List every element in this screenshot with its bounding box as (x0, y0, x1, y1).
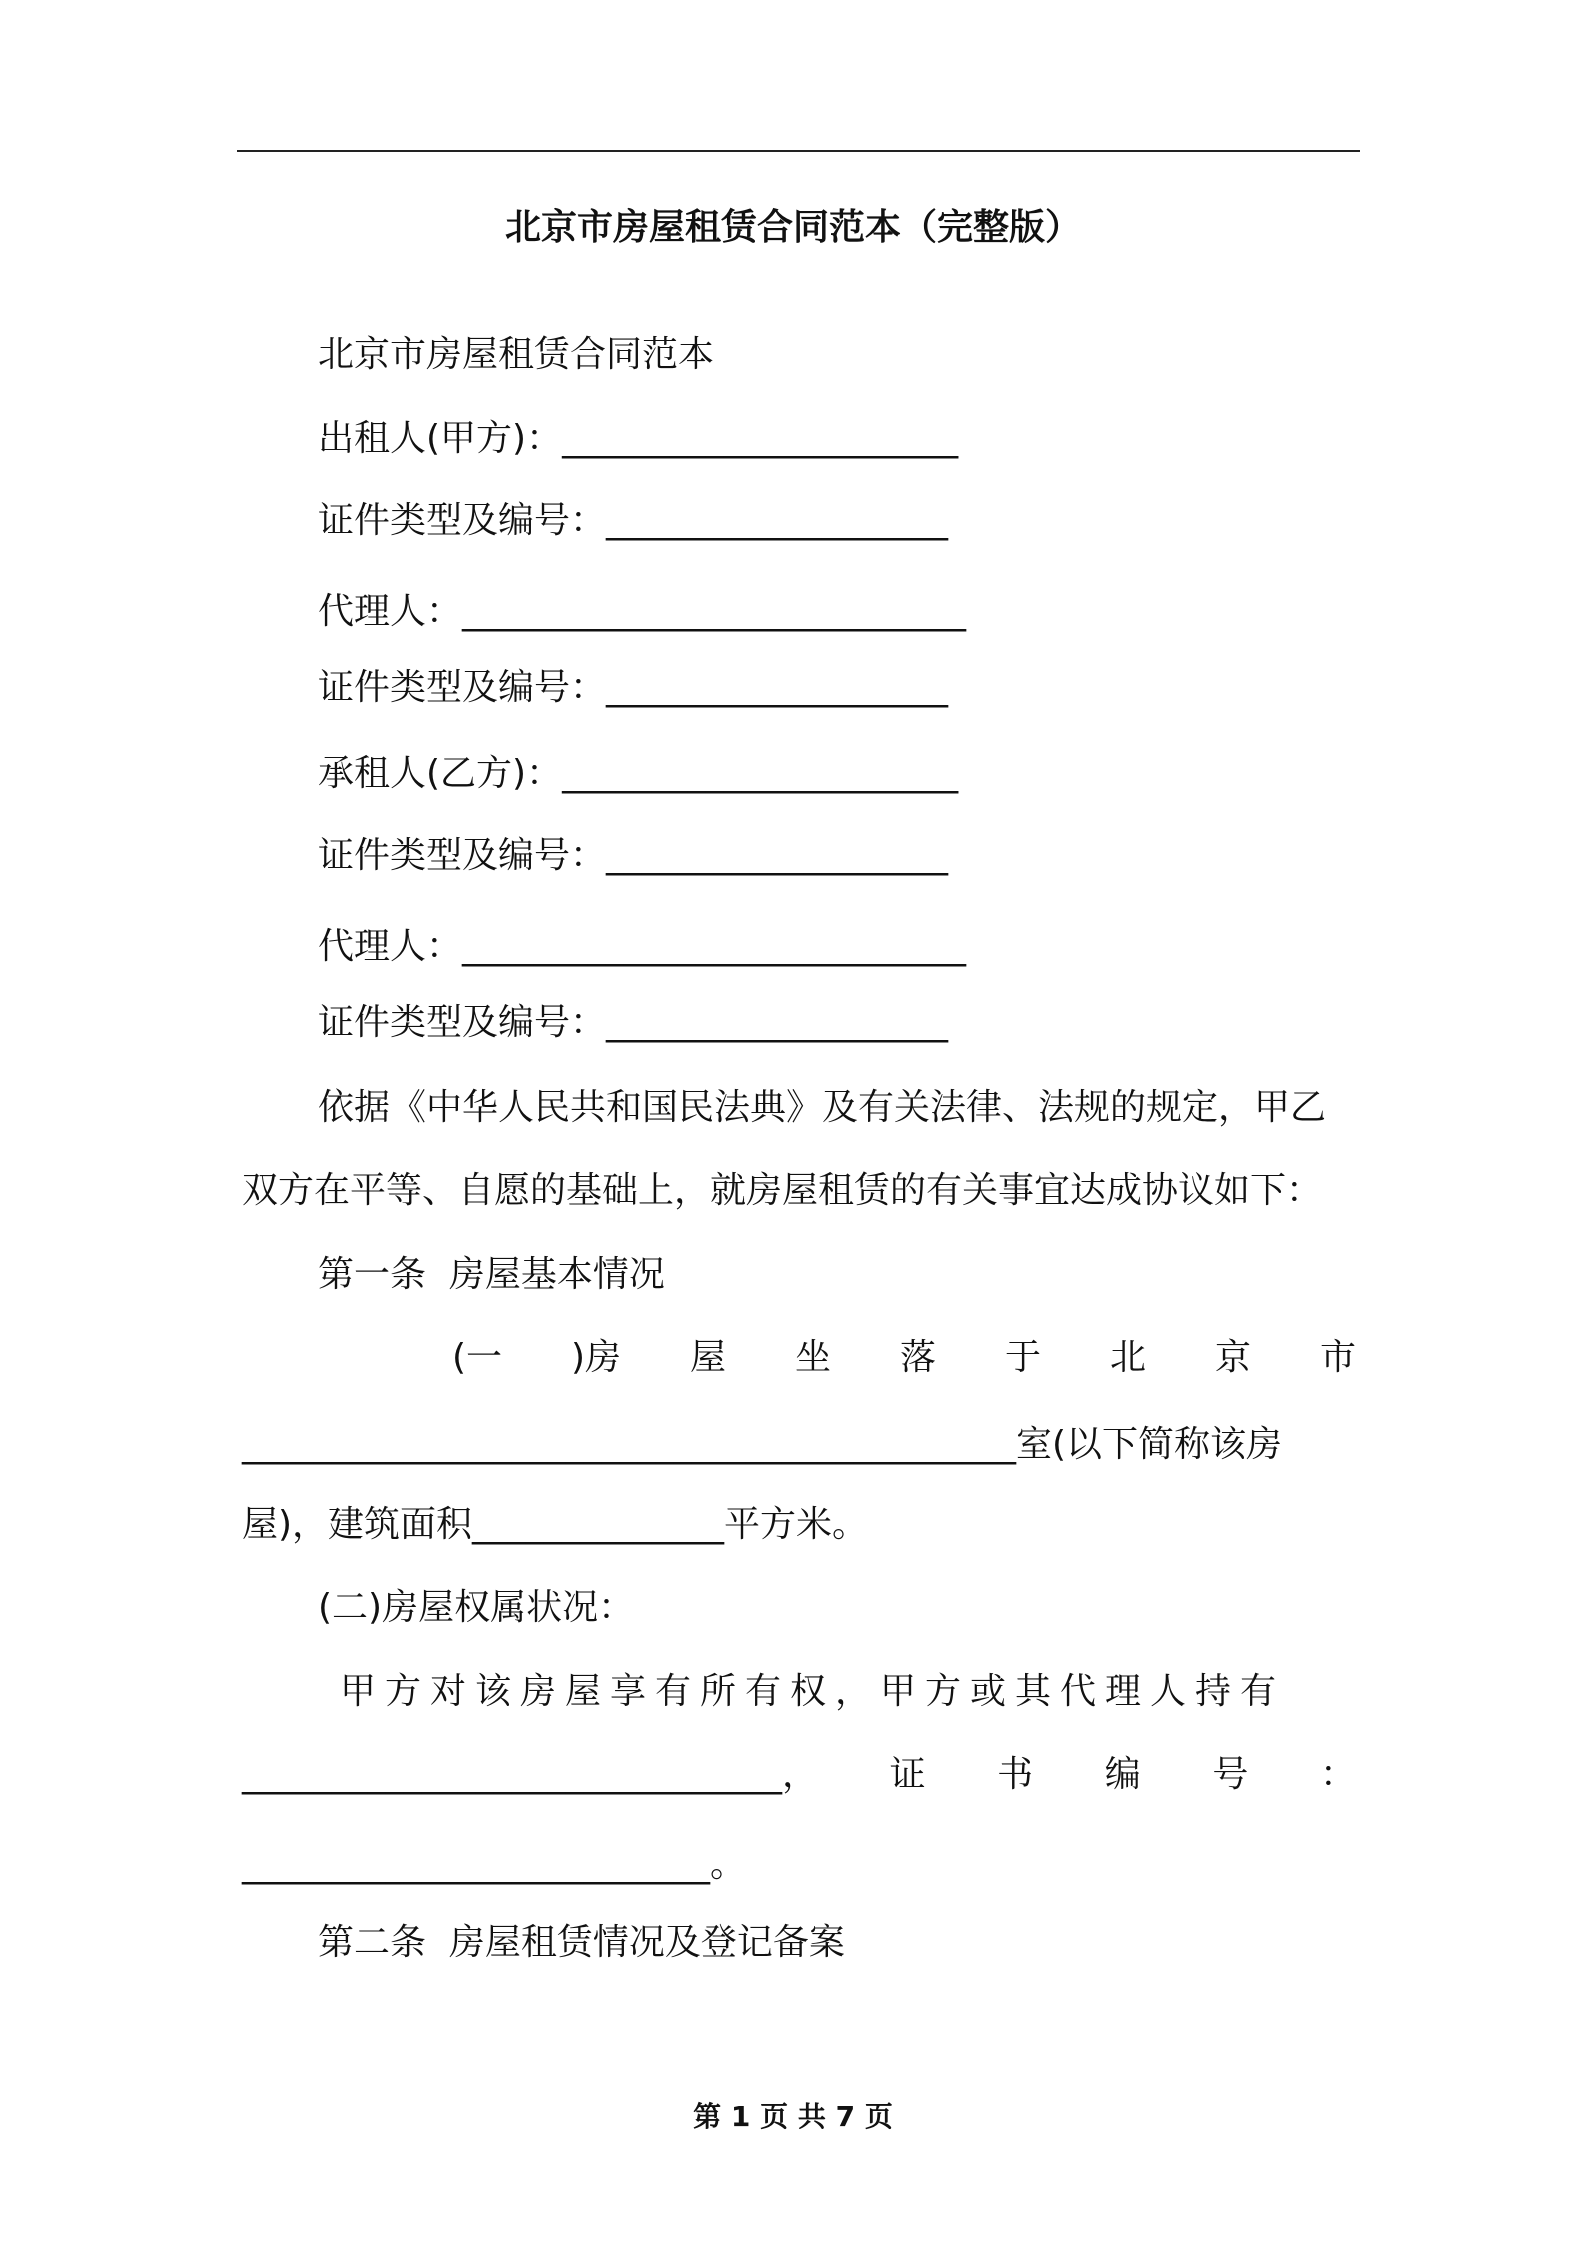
ownership-word: ： (1319, 1754, 1356, 1795)
contract-subtitle: 北京市房屋租赁合同范本 (318, 334, 715, 375)
ownership-word: 号 (1212, 1754, 1249, 1795)
ownership-blank: ______________________________， (242, 1754, 818, 1795)
ownership-word: 编 (1104, 1754, 1141, 1795)
basis-paragraph-line-1: 依据《中华人民共和国民法典》及有关法律、法规的规定，甲乙 (318, 1087, 1327, 1128)
ownership-word: 证 (889, 1754, 926, 1795)
certificate-blank-line: __________________________。 (242, 1844, 746, 1885)
ownership-text: 甲方对该房屋享有所有权，甲方或其代理人持有 (340, 1671, 1286, 1712)
location-word: 市 (1319, 1337, 1356, 1378)
ownership-line-1 (340, 1667, 1356, 1717)
location-row (452, 1333, 1356, 1383)
ownership-word: 书 (997, 1754, 1034, 1795)
ownership-line-2 (242, 1750, 1356, 1800)
article-1-heading: 第一条 房屋基本情况 (318, 1254, 665, 1295)
location-blank-line: ___________________________________________室(以下简称该房 (242, 1424, 1283, 1465)
document-title: 北京市房屋租赁合同范本（完整版） (504, 207, 1081, 248)
lessee-id-line: 证件类型及编号：___________________ (318, 835, 949, 876)
location-word: 北 (1109, 1337, 1146, 1378)
lessee-line: 承租人(乙方)：______________________ (318, 753, 959, 794)
lessor-line: 出租人(甲方)：______________________ (318, 418, 959, 459)
location-word: 于 (1004, 1337, 1041, 1378)
location-word: 京 (1214, 1337, 1251, 1378)
location-word: 坐 (795, 1337, 832, 1378)
lessor-agent-id-line: 证件类型及编号：___________________ (318, 667, 949, 708)
page-footer: 第 1 页 共 7 页 (693, 2100, 893, 2133)
lessee-agent-id-line: 证件类型及编号：___________________ (318, 1002, 949, 1043)
location-word: 屋 (690, 1337, 727, 1378)
location-word: )房 (571, 1337, 622, 1378)
location-area-line: 屋)，建筑面积______________平方米。 (242, 1504, 869, 1545)
lessor-agent-line: 代理人：____________________________ (318, 591, 967, 632)
header-rule (237, 150, 1360, 152)
location-word: (一 (452, 1337, 503, 1378)
basis-paragraph-line-2: 双方在平等、自愿的基础上，就房屋租赁的有关事宜达成协议如下： (242, 1170, 1323, 1211)
article-2-heading: 第二条 房屋租赁情况及登记备案 (318, 1922, 845, 1963)
lessee-agent-line: 代理人：____________________________ (318, 926, 967, 967)
ownership-heading: (二)房屋权属状况： (318, 1587, 635, 1628)
lessor-id-line: 证件类型及编号：___________________ (318, 500, 949, 541)
location-word: 落 (900, 1337, 937, 1378)
